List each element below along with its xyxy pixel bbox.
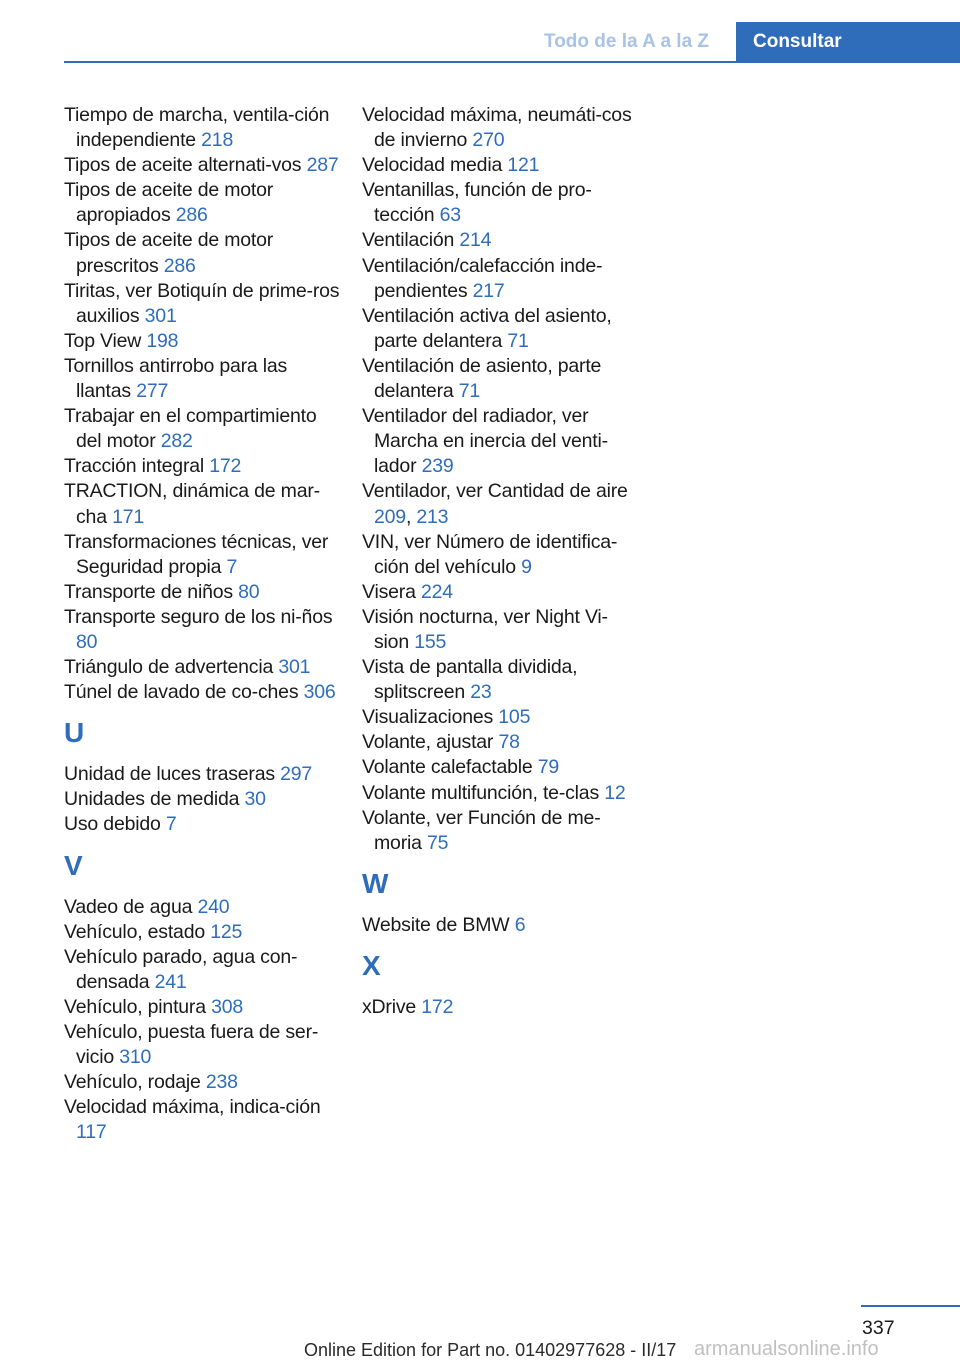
index-entry <box>362 103 638 153</box>
page-reference-link[interactable]: 214 <box>459 229 492 252</box>
index-letter-heading: U <box>64 717 85 749</box>
page-reference-link[interactable]: 286 <box>163 254 196 277</box>
index-entry-text: Ventilador, ver Cantidad de aire <box>362 480 628 503</box>
edition-note: Online Edition for Part no. 01402977628 - II/17 <box>304 1340 677 1360</box>
index-entry-text: Transporte de niños <box>64 580 233 603</box>
index-entry-text: Tiempo de marcha, ventila‐ción independiente <box>64 104 330 152</box>
page-reference-link[interactable]: 277 <box>136 380 169 403</box>
index-entry <box>64 920 340 945</box>
page-reference-link[interactable]: 105 <box>498 706 531 729</box>
index-entry <box>64 404 340 454</box>
page-reference-link[interactable]: 63 <box>439 204 461 227</box>
index-entry <box>64 153 340 178</box>
index-entry <box>362 655 638 705</box>
page-reference-link[interactable]: 172 <box>421 995 454 1018</box>
page-reference-link[interactable]: 209 <box>374 505 406 528</box>
index-entry <box>64 279 340 329</box>
page-reference-link[interactable]: 80 <box>238 580 260 603</box>
page-reference-link[interactable]: 172 <box>209 455 242 478</box>
index-entry <box>362 730 638 755</box>
index-entry <box>362 228 638 253</box>
page-reference-link[interactable]: 270 <box>472 129 505 152</box>
index-entry-text: Vehículo, pintura <box>64 995 206 1018</box>
header-tab-label: Consultar <box>753 31 842 52</box>
index-entry <box>64 103 340 153</box>
page-reference-link[interactable]: 71 <box>507 329 529 352</box>
index-entry-text: Tipos de aceite de motor prescritos <box>64 229 274 277</box>
index-entry-text: Visualizaciones <box>362 706 494 729</box>
index-entry <box>64 1020 340 1070</box>
index-column-left <box>64 103 340 1145</box>
index-entry <box>64 178 340 228</box>
index-entry <box>64 655 340 680</box>
index-entry <box>362 304 638 354</box>
header-divider <box>64 61 960 63</box>
index-entry <box>64 762 340 787</box>
page-reference-link[interactable]: 155 <box>414 630 447 653</box>
index-entry <box>64 812 340 837</box>
page-reference-link[interactable]: 78 <box>498 731 520 754</box>
index-entry-text: Velocidad máxima, neumáti‐cos de invierno <box>362 104 632 152</box>
page-reference-link[interactable]: 310 <box>119 1046 152 1069</box>
index-entry-text: Túnel de lavado de co‐ches <box>64 681 299 704</box>
index-entry-text: Tipos de aceite alternati‐vos <box>64 154 302 177</box>
page-reference-link[interactable]: 217 <box>472 279 505 302</box>
index-entry <box>362 705 638 730</box>
index-entry <box>64 530 340 580</box>
index-entry <box>64 995 340 1020</box>
index-entry-text: Vehículo parado, agua con‐densada <box>64 945 298 993</box>
page-reference-link[interactable]: 213 <box>416 505 449 528</box>
page-reference-link[interactable]: 12 <box>604 781 626 804</box>
index-entry-text: Velocidad máxima, indica‐ción <box>64 1096 321 1119</box>
header-section-title: Todo de la A a la Z <box>544 31 710 52</box>
index-entry-text: xDrive <box>362 995 417 1018</box>
index-entry <box>64 228 340 278</box>
page-reference-link[interactable]: 7 <box>165 813 177 836</box>
header-tab-consultar[interactable] <box>736 22 960 63</box>
page-reference-link[interactable]: 125 <box>210 920 243 943</box>
index-entry <box>362 755 638 780</box>
index-entry-text: VIN, ver Número de identifica‐ción del vehículo <box>362 530 618 578</box>
page-reference-link[interactable]: 23 <box>470 681 492 704</box>
index-entry-text: Uso debido <box>64 813 161 836</box>
index-entry: Ventilador, ver Cantidad de aire 209, 213 <box>362 480 628 528</box>
page-reference-link[interactable]: 286 <box>175 204 208 227</box>
page-reference-link[interactable]: 306 <box>303 681 336 704</box>
index-entry-text: Unidades de medida <box>64 788 240 811</box>
index-letter-heading: V <box>64 849 83 881</box>
index-entry-text: TRACTION, dinámica de mar‐cha <box>64 480 320 528</box>
index-entry-text: Volante multifunción, te‐clas <box>362 781 599 804</box>
index-entry-text: Unidad de luces traseras <box>64 763 275 786</box>
page-reference-link[interactable]: 301 <box>144 304 177 327</box>
index-entry-text: Tracción integral <box>64 455 205 478</box>
index-entry-text: Visera <box>362 580 416 603</box>
page-reference-link[interactable]: 239 <box>421 455 454 478</box>
page-reference-link[interactable]: 121 <box>507 154 540 177</box>
index-entry-text: Vehículo, puesta fuera de ser‐vicio <box>64 1021 319 1069</box>
index-entry-text: Transporte seguro de los ni‐ños <box>64 605 333 628</box>
page-reference-link[interactable]: 224 <box>420 580 453 603</box>
index-entry-text: Ventilación de asiento, parte delantera <box>362 354 602 403</box>
page-reference-link[interactable]: 80 <box>76 630 98 653</box>
page-reference-link[interactable]: 79 <box>537 756 560 779</box>
page-reference-link[interactable]: 71 <box>458 380 481 403</box>
index-entry-text: Vadeo de agua <box>64 895 193 918</box>
index-entry-text: Vista de pantalla dividida, splitscreen <box>362 656 578 704</box>
page-reference-link[interactable]: 117 <box>76 1121 107 1144</box>
index-entry-text: Volante, ajustar <box>362 731 494 754</box>
watermark: armanualsonline.info <box>694 1338 879 1360</box>
page-reference-link[interactable]: 218 <box>201 129 234 152</box>
index-entry <box>362 781 638 806</box>
index-entry <box>64 895 340 920</box>
index-entry <box>64 354 340 404</box>
index-entry <box>362 995 638 1020</box>
index-entry <box>362 254 638 304</box>
index-entry-text: Vehículo, estado <box>64 920 205 943</box>
index-entry <box>362 530 638 580</box>
index-entry-text: Website de BMW <box>362 913 510 936</box>
index-entry-text: Volante, ver Función de me‐moria <box>362 806 601 854</box>
page-reference-link[interactable]: 171 <box>112 505 144 528</box>
index-entry <box>362 178 638 228</box>
page-reference-link[interactable]: 308 <box>211 995 244 1018</box>
index-entry <box>64 1095 340 1145</box>
index-entry-text: Tornillos antirrobo para las llantas <box>64 354 288 403</box>
page-reference-link[interactable]: 301 <box>278 656 311 679</box>
index-entry <box>362 153 638 178</box>
page-reference-link[interactable]: 240 <box>197 895 230 918</box>
index-entry <box>64 580 340 605</box>
index-letter-heading: X <box>362 949 381 981</box>
index-entry-text: Ventilación activa del asiento, parte delantera <box>362 304 612 352</box>
page-reference-link[interactable]: 282 <box>160 430 193 453</box>
index-entry <box>362 913 638 938</box>
index-entry-text: Ventanillas, función de pro‐tección <box>362 179 592 227</box>
index-entry <box>64 945 340 995</box>
index-entry <box>362 605 638 655</box>
index-entry <box>64 605 340 655</box>
index-entry-text: Triángulo de advertencia <box>64 656 274 679</box>
footer-divider <box>861 1305 960 1307</box>
index-entry-text: Ventilación <box>362 229 455 252</box>
page-reference-link[interactable]: 287 <box>306 154 339 177</box>
index-entry <box>362 580 638 605</box>
page-reference-link[interactable]: 30 <box>244 788 266 811</box>
index-entry <box>362 806 638 856</box>
index-entry-text: Vehículo, rodaje <box>64 1071 201 1094</box>
index-entry <box>64 329 340 354</box>
page-reference-link[interactable]: 75 <box>426 831 449 854</box>
index-entry <box>64 680 340 705</box>
index-entry-text: Ventilador del radiador, ver Marcha en inercia del venti‐lador <box>362 405 608 478</box>
index-entry <box>362 404 638 479</box>
index-entry <box>362 354 638 404</box>
index-entry-text: Top View <box>64 329 142 352</box>
index-entry-text: Velocidad media <box>362 154 503 177</box>
index-entry-text: Ventilación/calefacción inde‐pendientes <box>362 254 603 302</box>
page-reference-link[interactable]: 238 <box>205 1071 238 1094</box>
index-entry-text: Volante calefactable <box>362 756 533 779</box>
page-reference-link[interactable]: 6 <box>514 913 526 936</box>
index-entry-text: Tipos de aceite de motor apropiados <box>64 179 274 227</box>
index-entry-text: Trabajar en el compartimiento del motor <box>64 405 317 453</box>
index-entry-text: Transformaciones técnicas, ver Seguridad propia <box>64 530 329 578</box>
page-reference-link[interactable]: 241 <box>154 970 187 993</box>
page-reference-link[interactable]: 198 <box>146 329 179 352</box>
index-entry-text: Visión nocturna, ver Night Vi‐sion <box>362 605 608 653</box>
index-column-right <box>362 103 638 1020</box>
index-entry <box>64 1070 340 1095</box>
index-entry <box>64 479 340 529</box>
index-letter-heading: W <box>362 867 389 899</box>
page-reference-link[interactable]: 297 <box>280 763 313 786</box>
index-entry <box>64 454 340 479</box>
page-reference-link[interactable]: 7 <box>226 555 238 578</box>
index-entry <box>64 787 340 812</box>
index-entry-text: Tiritas, ver Botiquín de prime‐ros auxilios <box>64 279 340 327</box>
page-reference-link[interactable]: 9 <box>521 555 532 578</box>
page-number: 337 <box>862 1317 895 1339</box>
